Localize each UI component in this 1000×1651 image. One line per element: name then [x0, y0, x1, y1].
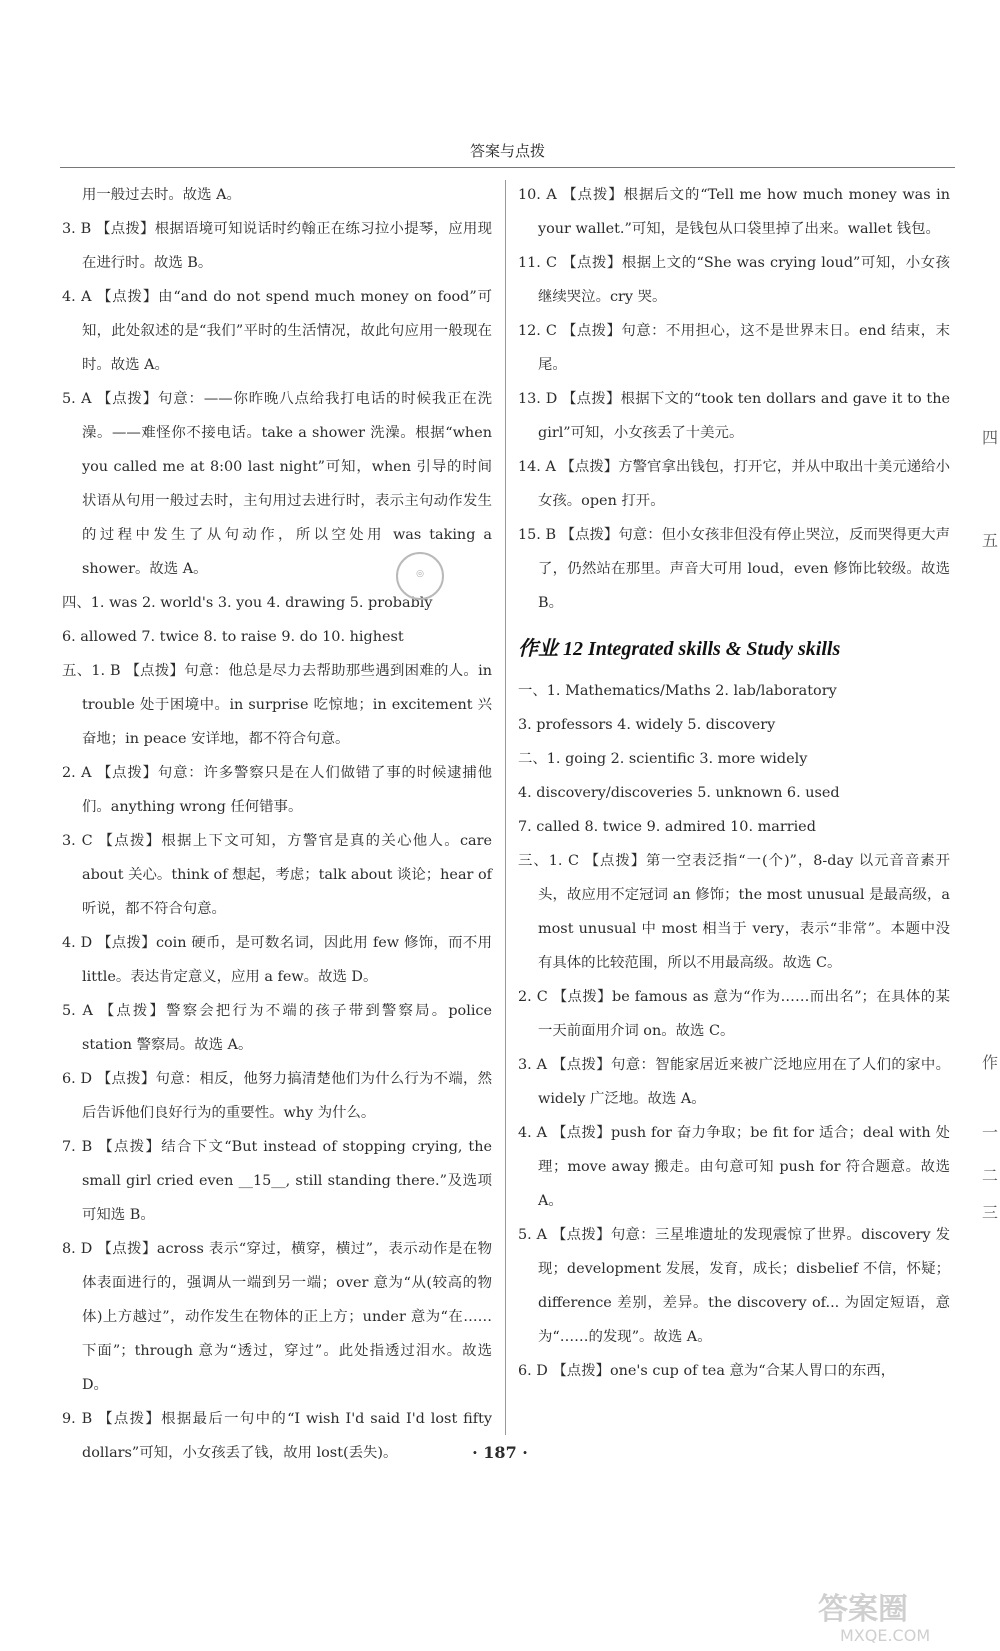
margin-mark: 四 [982, 428, 999, 447]
answer-paragraph: 2. C 【点拨】be famous as 意为“作为……而出名”；在具体的某一天前面用介词 on。故选 C。 [518, 989, 950, 1039]
answer-line: 一、1. Mathematics/Maths 2. lab/laboratory [518, 683, 837, 699]
stamp-mark: ◎ [396, 552, 444, 600]
answer-line: 3. professors 4. widely 5. discovery [518, 717, 776, 733]
answer-paragraph: 7. B 【点拨】结合下文“But instead of stopping crying, the small girl cried even __15__, still standing there.”及选项可知选 B。 [62, 1139, 492, 1223]
answer-paragraph: 6. D 【点拨】one's cup of tea 意为“合某人胃口的东西， [518, 1363, 896, 1379]
margin-mark: 五 [982, 531, 999, 550]
page-header: 答案与点拨 [469, 142, 545, 160]
answer-paragraph: 14. A 【点拨】方警官拿出钱包，打开它，并从中取出十美元递给小女孩。open 打开。 [518, 459, 950, 509]
margin-mark: 作 [982, 1053, 999, 1072]
answer-paragraph: 五、1. B 【点拨】句意：他总是尽力去帮助那些遇到困难的人。in trouble 处于困境中。in surprise 吃惊地；in excitement 兴奋地；in peace 安详地，都不符合句意。 [62, 663, 492, 747]
column-divider [505, 180, 506, 1435]
answer-paragraph: 13. D 【点拨】根据下文的“took ten dollars and gave it to the girl”可知，小女孩丢了十美元。 [518, 391, 950, 441]
answer-line: 4. discovery/discoveries 5. unknown 6. used [518, 785, 840, 801]
page-number: · 187 · [472, 1443, 528, 1462]
answer-paragraph: 5. A 【点拨】句意：三星堆遗址的发现震惊了世界。discovery 发现；development 发展，发育，成长；disbelief 不信，怀疑；difference 差别，差异。the discovery of... 为固定短语，意为“……的发现”。故选 A。 [518, 1227, 950, 1345]
answer-paragraph: 三、1. C 【点拨】第一空表泛指“一(个)”，8-day 以元音音素开头，故应用不定冠词 an 修饰；the most unusual 是最高级，a most unusual 中 most 相当于 very，表示“非常”。本题中没有具体的比较范围，所以不用最高级。故选 C。 [518, 853, 950, 971]
answer-paragraph: 15. B 【点拨】句意：但小女孩非但没有停止哭泣，反而哭得更大声了，仍然站在那里。声音大可用 loud，even 修饰比较级。故选 B。 [518, 527, 950, 611]
section-title: 作业 12 Integrated skills & Study skills [518, 638, 841, 660]
right-column [518, 178, 950, 1388]
answer-paragraph: 3. B 【点拨】根据语境可知说话时约翰正在练习拉小提琴，应用现在进行时。故选 B。 [62, 221, 492, 271]
answer-paragraph: 4. D 【点拨】coin 硬币，是可数名词，因此用 few 修饰，而不用 little。表达肯定意义，应用 a few。故选 D。 [62, 935, 492, 985]
answer-line: 6. allowed 7. twice 8. to raise 9. do 10. highest [62, 629, 404, 645]
answer-paragraph: 9. B 【点拨】根据最后一句中的“I wish I'd said I'd lost fifty dollars”可知，小女孩丢了钱，故用 lost(丢失)。 [62, 1411, 492, 1461]
answer-line: 四、1. was 2. world's 3. you 4. drawing 5. probably [62, 595, 433, 611]
margin-mark: 三 [982, 1203, 999, 1222]
answer-paragraph: 11. C 【点拨】根据上文的“She was crying loud”可知，小女孩继续哭泣。cry 哭。 [518, 255, 950, 305]
answer-paragraph: 8. D 【点拨】across 表示“穿过，横穿，横过”，表示动作是在物体表面进行的，强调从一端到另一端；over 意为“从(较高的物体)上方越过”，动作发生在物体的正上方；under 意为“在……下面”；through 意为“透过，穿过”。此处指透过泪水。故选 D。 [62, 1241, 492, 1393]
answer-paragraph: 用一般过去时。故选 A。 [82, 187, 241, 203]
margin-mark: 二 [982, 1166, 999, 1185]
answer-paragraph: 2. A 【点拨】句意：许多警察只是在人们做错了事的时候逮捕他们。anything wrong 任何错事。 [62, 765, 492, 815]
left-column [62, 178, 492, 1470]
answer-paragraph: 10. A 【点拨】根据后文的“Tell me how much money was in your wallet.”可知，是钱包从口袋里掉了出来。wallet 钱包。 [518, 187, 950, 237]
answer-paragraph: 4. A 【点拨】push for 奋力争取；be fit for 适合；deal with 处理；move away 搬走。由句意可知 push for 符合题意。故选 A。 [518, 1125, 950, 1209]
watermark-logo [810, 1585, 990, 1645]
margin-mark: 一 [982, 1123, 999, 1142]
watermark-text: 答案圈 [818, 1592, 908, 1627]
answer-line: 7. called 8. twice 9. admired 10. married [518, 819, 816, 835]
answer-line: 二、1. going 2. scientific 3. more widely [518, 751, 808, 767]
answer-paragraph: 5. A 【点拨】句意：——你昨晚八点给我打电话的时候我正在洗澡。——难怪你不接电话。take a shower 洗澡。根据“when you called me at 8:00 last night”可知，when 引导的时间状语从句用一般过去时，主句用过去进行时，表示主句动作发生的过程中发生了从句动作，所以空处用 was taking a shower。故选 A。 [62, 391, 492, 577]
answer-paragraph: 4. A 【点拨】由“and do not spend much money on food”可知，此处叙述的是“我们”平时的生活情况，故此句应用一般现在时。故选 A。 [62, 289, 492, 373]
answer-paragraph: 12. C 【点拨】句意：不用担心，这不是世界末日。end 结束，末尾。 [518, 323, 950, 373]
header-divider [60, 167, 955, 168]
answer-paragraph: 5. A 【点拨】警察会把行为不端的孩子带到警察局。police station 警察局。故选 A。 [62, 1003, 492, 1053]
watermark-url: MXQE.COM [840, 1626, 931, 1645]
answer-paragraph: 3. C 【点拨】根据上下文可知，方警官是真的关心他人。care about 关心。think of 想起，考虑；talk about 谈论；hear of 听说，都不符合句意。 [62, 833, 492, 917]
answer-paragraph: 6. D 【点拨】句意：相反，他努力搞清楚他们为什么行为不端，然后告诉他们良好行为的重要性。why 为什么。 [62, 1071, 492, 1121]
answer-paragraph: 3. A 【点拨】句意：智能家居近来被广泛地应用在了人们的家中。widely 广泛地。故选 A。 [518, 1057, 950, 1107]
